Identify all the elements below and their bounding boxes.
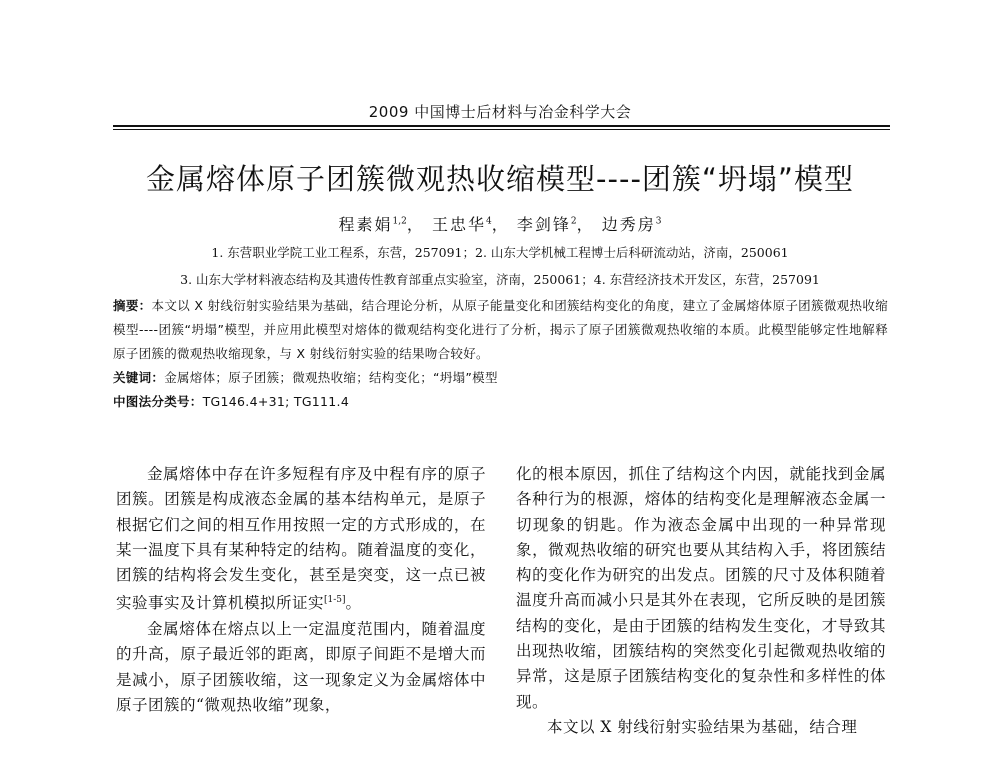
classification bbox=[113, 390, 888, 414]
body-paragraph: 金属熔体在熔点以上一定温度范围内，随着温度的升高，原子最近邻的距离，即原子间距不是增大而是减小，原子团簇收缩，这一现象定义为金属熔体中原子团簇的“微观热收缩”现象， bbox=[116, 619, 486, 714]
body-text: 金属熔体中存在许多短程有序及中程有序的原子团簇。团簇是构成液态金属的基本结构单元，是原子根据它们之间的相互作用按照一定的方式形成的，在某一温度下具有某种特定的结构。随着温度的变化，团簇的结构将会发生变化，甚至是突变，这一点已被实验事实及计算机模拟所证实 bbox=[116, 465, 486, 613]
body-column-right bbox=[516, 462, 886, 740]
citation-ref: [1-5] bbox=[324, 595, 346, 606]
author-affiliation-mark: 3 bbox=[655, 216, 662, 227]
abstract-label: 摘要： bbox=[113, 298, 152, 313]
header-rule-thin bbox=[113, 129, 890, 130]
abstract bbox=[113, 294, 888, 366]
author-name: 边秀房 bbox=[601, 215, 656, 234]
header-rule-thick bbox=[113, 125, 890, 127]
abstract-text: 本文以 X 射线衍射实验结果为基础，结合理论分析，从原子能量变化和团簇结构变化的角度，建立了金属熔体原子团簇微观热收缩模型----团簇“坍塌”模型，并应用此模型对熔体的微观结构变化进行了分析，揭示了原子团簇微观热收缩的本质。此模型能够定性地解释原子团簇的微观热收缩现象，与 X 射线衍射实验的结果吻合较好。 bbox=[113, 298, 888, 361]
body-column-left bbox=[116, 462, 486, 718]
author-name: 程素娟 bbox=[338, 215, 393, 234]
author-separator: ， bbox=[406, 215, 425, 234]
author-affiliation-mark: 2 bbox=[570, 216, 577, 227]
body-paragraph bbox=[116, 462, 486, 617]
affiliation-line-1: 1. 东营职业学院工业工程系，东营，257091；2. 山东大学机械工程博士后科研流动站，济南，250061 bbox=[211, 245, 789, 260]
abstract-block bbox=[113, 294, 888, 414]
author-affiliation-mark: 4 bbox=[486, 216, 492, 227]
body-paragraph: 本文以 X 射线衍射实验结果为基础，结合理 bbox=[547, 717, 858, 736]
body-paragraph-continued: 化的根本原因，抓住了结构这个内因，就能找到金属各种行为的根源，熔体的结构变化是理解液态金属一切现象的钥匙。作为液态金属中出现的一种异常现象，微观热收缩的研究也要从其结构入手，将团簇结构的变化作为研究的出发点。团簇的尺寸及体积随着温度升高而减小只是其外在表现，它所反映的是团簇结构的变化，是由于团簇的结构发生变化，才导致其出现热收缩，团簇结构的突然变化引起微观热收缩的异常，这是原子团簇结构变化的复杂性和多样性的体现。 bbox=[516, 465, 886, 711]
classification-text: TG146.4+31; TG111.4 bbox=[202, 394, 350, 409]
body-text-end: 。 bbox=[345, 594, 362, 613]
author-affiliation-mark: 1,2 bbox=[392, 216, 407, 227]
affiliation-line-2: 3. 山东大学材料液态结构及其遗传性教育部重点实验室，济南，250061；4. 东营经济技术开发区，东营，257091 bbox=[180, 272, 820, 287]
author-line bbox=[0, 212, 1000, 235]
author-separator: ， bbox=[576, 215, 595, 234]
keywords bbox=[113, 366, 888, 390]
classification-label: 中图法分类号： bbox=[113, 394, 203, 409]
paper-title: 金属熔体原子团簇微观热收缩模型----团簇“坍塌”模型 bbox=[146, 162, 854, 196]
author-name: 王忠华 bbox=[431, 215, 486, 234]
keywords-label: 关键词： bbox=[113, 370, 165, 385]
keywords-text: 金属熔体；原子团簇；微观热收缩；结构变化；“坍塌”模型 bbox=[164, 370, 498, 385]
running-head: 2009 中国博士后材料与冶金科学大会 bbox=[368, 103, 632, 121]
author-name: 李剑锋 bbox=[516, 215, 571, 234]
author-separator: ， bbox=[491, 215, 510, 234]
